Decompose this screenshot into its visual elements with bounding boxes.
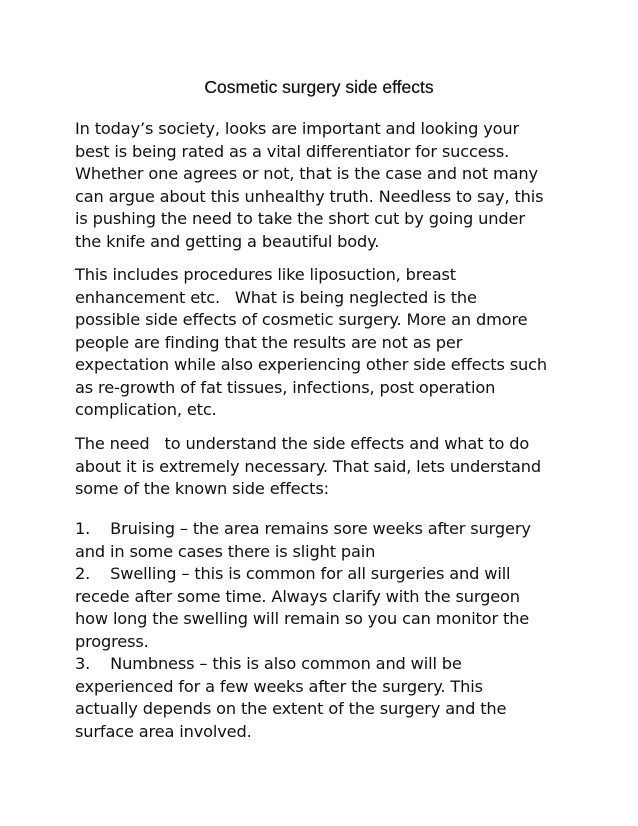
text-line: is pushing the need to take the short cut by going under [75, 209, 525, 228]
text-line: This includes procedures like liposuction, breast [75, 265, 457, 284]
text-line: recede after some time. Always clarify with the surgeon [75, 586, 520, 606]
text-line: best is being rated as a vital differentiator for success. [75, 141, 510, 161]
paragraph-procedures [75, 264, 575, 422]
text-line: as re-growth of fat tissues, infections, post operation [75, 377, 496, 397]
text-line: how long the swelling will remain so you can monitor the [75, 609, 530, 628]
list-item: 3. Numbness – this is also common and will be [75, 654, 462, 673]
text-line: surface area involved. [75, 721, 252, 741]
list-item: 2. Swelling – this is common for all surgeries and will [75, 564, 511, 583]
text-line: people are finding that the results are not as per [75, 332, 463, 352]
document-title: Cosmetic surgery side effects [204, 77, 434, 97]
text-line: possible side effects of cosmetic surgery. More an dmore [75, 310, 528, 329]
text-line: about it is extremely necessary. That said, lets understand [75, 456, 541, 476]
text-line: some of the known side effects: [75, 479, 329, 498]
text-line: actually depends on the extent of the surgery and the [75, 699, 507, 718]
text-line: Whether one agrees or not, that is the case and not many [75, 164, 538, 183]
text-line: expectation while also experiencing other side effects such [75, 355, 547, 374]
list-item: 1. Bruising – the area remains sore weeks after surgery [75, 519, 531, 538]
paragraph-need [75, 433, 575, 501]
text-line: complication, etc. [75, 400, 217, 419]
side-effects-list [75, 518, 575, 743]
text-line: can argue about this unhealthy truth. Needless to say, this [75, 186, 544, 206]
text-line: the knife and getting a beautiful body. [75, 231, 380, 251]
text-line: and in some cases there is slight pain [75, 541, 376, 561]
text-line: enhancement etc. What is being neglected is the [75, 287, 477, 307]
text-line: progress. [75, 631, 149, 651]
text-line: The need to understand the side effects and what to do [75, 434, 530, 453]
text-line: experienced for a few weeks after the surgery. This [75, 676, 483, 696]
text-line: In today’s society, looks are important and looking your [75, 119, 519, 138]
paragraph-intro [75, 118, 575, 253]
